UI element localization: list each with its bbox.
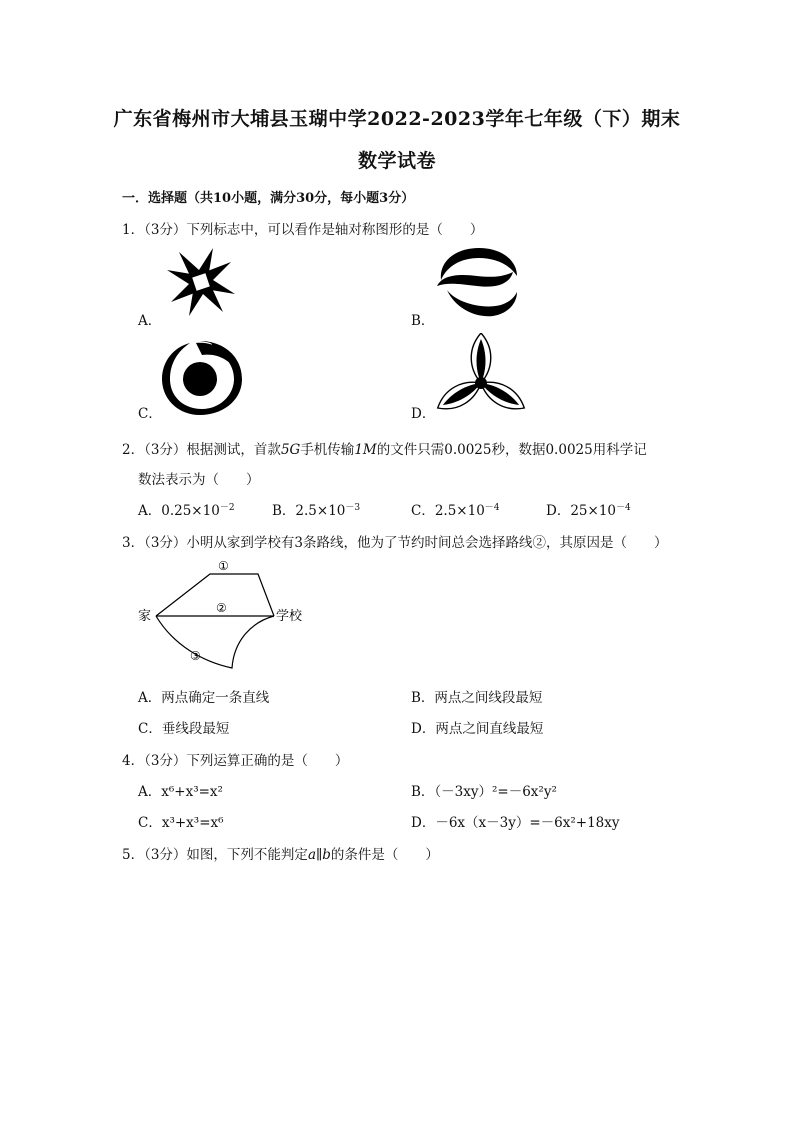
route-3-label: ③ — [190, 649, 201, 663]
q1-option-d-label: D． — [411, 406, 436, 422]
q2-option-c-exponent: －4 — [484, 503, 500, 513]
q5-stem — [122, 843, 439, 863]
q4-option-c: C．x³+x³=x⁶ — [138, 815, 224, 831]
route-3-path — [156, 616, 274, 668]
q2-option-b — [272, 499, 360, 519]
q2-option-b-base: B．2.5×10 — [272, 503, 346, 519]
q1-option-b-label: B． — [411, 313, 435, 329]
route-1-label: ① — [218, 559, 229, 573]
q1-option-c-swirl-logo-icon — [160, 339, 244, 417]
q4-option-b: B．（－3xy）²=－6x²y² — [411, 784, 557, 800]
q2-option-a — [138, 499, 235, 519]
q2-option-d — [546, 499, 631, 519]
q2-stem-part-c: 的文件只需0.0025秒，数据0.0025用科学记 — [376, 442, 647, 458]
q1-option-d-trefoil-logo-icon — [435, 333, 527, 419]
q2-option-a-base: A．0.25×10 — [138, 503, 220, 519]
q3-stem: 3．（3分）小明从家到学校有3条路线，他为了节约时间总会选择路线②，其原因是（ ） — [122, 535, 668, 551]
q2-option-b-exponent: －3 — [345, 503, 361, 513]
q2-option-c-base: C．2.5×10 — [411, 503, 485, 519]
q2-stem-part-a: 2．（3分）根据测试，首款 — [122, 442, 281, 458]
home-label: 家 — [138, 609, 152, 624]
q2-option-d-exponent: －4 — [616, 503, 631, 513]
q1-stem: 1．（3分）下列标志中，可以看作是轴对称图形的是（ ） — [122, 222, 484, 238]
q4-option-d: D．－6x（x－3y）=－6x²+18xy — [411, 815, 620, 831]
q1-option-c-label: C． — [138, 406, 162, 422]
route-1-path — [156, 574, 274, 616]
section-heading: 一．选择题（共10小题，满分30分，每小题3分） — [122, 191, 415, 206]
q2-stem-1m: 1M — [354, 442, 377, 458]
q2-stem-line2: 数法表示为（ ） — [138, 472, 260, 488]
q2-stem-line1 — [122, 438, 647, 458]
q1-option-b-crescent-logo-icon — [433, 246, 521, 322]
q3-option-c: C．垂线段最短 — [138, 721, 230, 737]
q3-option-b: B．两点之间线段最短 — [411, 690, 543, 706]
q1-option-a-star-logo-icon — [160, 243, 242, 321]
q4-option-a: A．x⁶+x³=x² — [138, 784, 223, 800]
q2-option-a-exponent: －2 — [219, 503, 235, 513]
q5-stem-part-a: 5．（3分）如图，下列不能判定 — [122, 847, 308, 863]
q3-option-a: A．两点确定一条直线 — [138, 690, 270, 706]
q2-stem-part-b: 手机传输 — [300, 442, 355, 458]
q2-option-d-base: D．25×10 — [546, 503, 616, 519]
exam-title-line2: 数学试卷 — [357, 150, 436, 172]
q2-stem-5g: 5G — [280, 442, 301, 458]
school-label: 学校 — [276, 609, 303, 624]
q1-option-a-label: A． — [138, 313, 162, 329]
q5-stem-relation: a∥b — [307, 847, 331, 863]
q5-stem-part-b: 的条件是（ ） — [330, 847, 439, 863]
q2-option-c — [411, 499, 500, 519]
q4-stem: 4．（3分）下列运算正确的是（ ） — [122, 753, 349, 769]
exam-title-line1: 广东省梅州市大埔县玉瑚中学2022-2023学年七年级（下）期末 — [113, 108, 681, 130]
q3-option-d: D．两点之间直线最短 — [411, 721, 544, 737]
route-2-label: ② — [216, 601, 227, 615]
q3-route-diagram — [134, 556, 314, 674]
